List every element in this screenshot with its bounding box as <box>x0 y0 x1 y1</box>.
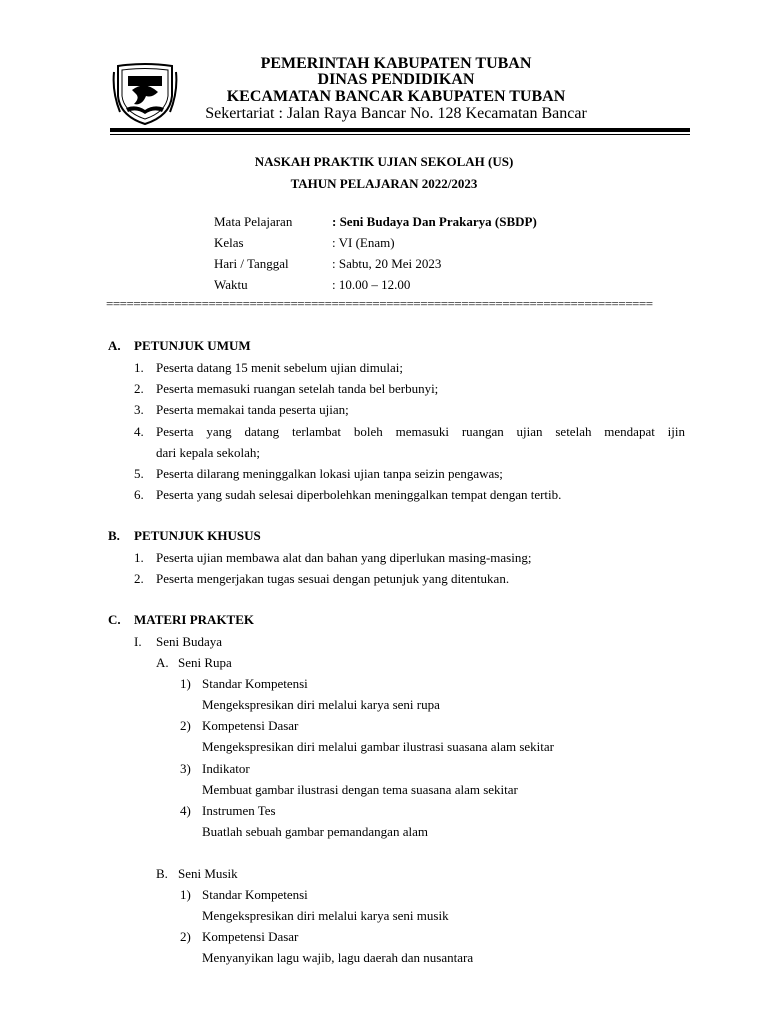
list-number: 1. <box>134 550 144 565</box>
list-item: Peserta mengerjakan tugas sesuai dengan petunjuk yang ditentukan. <box>156 571 510 586</box>
info-value: : 10.00 – 12.00 <box>332 277 411 292</box>
info-row-class <box>214 232 614 253</box>
list-number: 2) <box>180 718 191 733</box>
list-number: 1. <box>134 360 144 375</box>
list-item-body: Mengekspresikan diri melalui karya seni musik <box>202 908 449 923</box>
list-item-body: Mengekspresikan diri melalui karya seni rupa <box>202 697 440 712</box>
list-item: Peserta ujian membawa alat dan bahan yang diperlukan masing-masing; <box>156 550 532 565</box>
info-label: Mata Pelajaran <box>214 214 293 229</box>
list-item: Peserta yang sudah selesai diperbolehkan meninggalkan tempat dengan tertib. <box>156 487 562 502</box>
list-number: 2. <box>134 571 144 586</box>
info-value: : Sabtu, 20 Mei 2023 <box>332 256 442 271</box>
info-label: Kelas <box>214 235 244 250</box>
list-item-body: Menyanyikan lagu wajib, lagu daerah dan nusantara <box>202 950 474 965</box>
letterhead-rule-thick <box>110 128 690 132</box>
letterhead-government: PEMERINTAH KABUPATEN TUBAN <box>260 55 532 72</box>
list-item-heading: Kompetensi Dasar <box>202 718 299 733</box>
list-number: 1) <box>180 887 191 902</box>
info-label: Waktu <box>214 277 248 292</box>
list-item: Peserta yang datang terlambat boleh memasuki ruangan ujian setelah mendapat ijin <box>156 424 685 439</box>
list-item: Peserta memakai tanda peserta ujian; <box>156 402 349 417</box>
letterhead-department: DINAS PENDIDIKAN <box>317 71 475 88</box>
list-number: 4. <box>134 424 144 439</box>
exam-info-table <box>214 211 614 295</box>
list-number: 3) <box>180 761 191 776</box>
list-number: 4) <box>180 803 191 818</box>
info-row-date <box>214 253 614 274</box>
section-letter: C. <box>108 612 121 627</box>
list-number: 2. <box>134 381 144 396</box>
subsection-title: Seni Musik <box>178 866 238 881</box>
info-label: Hari / Tanggal <box>214 256 289 271</box>
list-item: Peserta datang 15 menit sebelum ujian dimulai; <box>156 360 403 375</box>
section-title: PETUNJUK UMUM <box>134 338 251 353</box>
info-row-subject <box>214 211 614 232</box>
info-row-time <box>214 274 614 295</box>
list-number: 1) <box>180 676 191 691</box>
letterhead <box>186 56 606 123</box>
list-item-heading: Indikator <box>202 761 250 776</box>
document-title: NASKAH PRAKTIK UJIAN SEKOLAH (US) <box>254 154 514 169</box>
section-a-heading <box>108 338 251 354</box>
section-letter: A. <box>108 338 121 353</box>
tuban-regency-crest-logo <box>112 62 178 126</box>
subsection-b-heading <box>156 863 238 884</box>
letterhead-rule-thin <box>110 134 690 135</box>
section-title: PETUNJUK KHUSUS <box>134 528 261 543</box>
list-item-body: Membuat gambar ilustrasi dengan tema suasana alam sekitar <box>202 782 518 797</box>
subsection-letter: B. <box>156 866 168 881</box>
list-number: 3. <box>134 402 144 417</box>
section-b-heading <box>108 528 261 544</box>
list-item: Peserta memasuki ruangan setelah tanda bel berbunyi; <box>156 381 439 396</box>
list-item-heading: Instrumen Tes <box>202 803 276 818</box>
list-item-heading: Standar Kompetensi <box>202 887 308 902</box>
list-item-continuation: dari kepala sekolah; <box>156 445 260 460</box>
section-letter: B. <box>108 528 120 543</box>
list-item: Peserta dilarang meninggalkan lokasi ujian tanpa seizin pengawas; <box>156 466 503 481</box>
section-c-heading <box>108 612 254 628</box>
list-number: 6. <box>134 487 144 502</box>
list-item-heading: Standar Kompetensi <box>202 676 308 691</box>
section-title: MATERI PRAKTEK <box>134 612 255 627</box>
subsection-a-heading <box>156 652 232 673</box>
subsection-title: Seni Rupa <box>178 655 232 670</box>
letterhead-district: KECAMATAN BANCAR KABUPATEN TUBAN <box>226 88 566 105</box>
document-subtitle: TAHUN PELAJARAN 2022/2023 <box>290 176 478 191</box>
part-title: Seni Budaya <box>156 634 223 649</box>
info-value: : Seni Budaya Dan Prakarya (SBDP) <box>332 214 537 229</box>
letterhead-address: Sekertariat : Jalan Raya Bancar No. 128 Kecamatan Bancar <box>205 105 587 122</box>
divider-line: ================================================================================ <box>106 296 653 311</box>
part-number: I. <box>134 634 142 649</box>
list-item-body: Buatlah sebuah gambar pemandangan alam <box>202 824 428 839</box>
list-item-body: Mengekspresikan diri melalui gambar ilustrasi suasana alam sekitar <box>202 739 554 754</box>
subsection-letter: A. <box>156 655 169 670</box>
list-number: 2) <box>180 929 191 944</box>
info-value: : VI (Enam) <box>332 235 395 250</box>
list-item-heading: Kompetensi Dasar <box>202 929 299 944</box>
list-number: 5. <box>134 466 144 481</box>
